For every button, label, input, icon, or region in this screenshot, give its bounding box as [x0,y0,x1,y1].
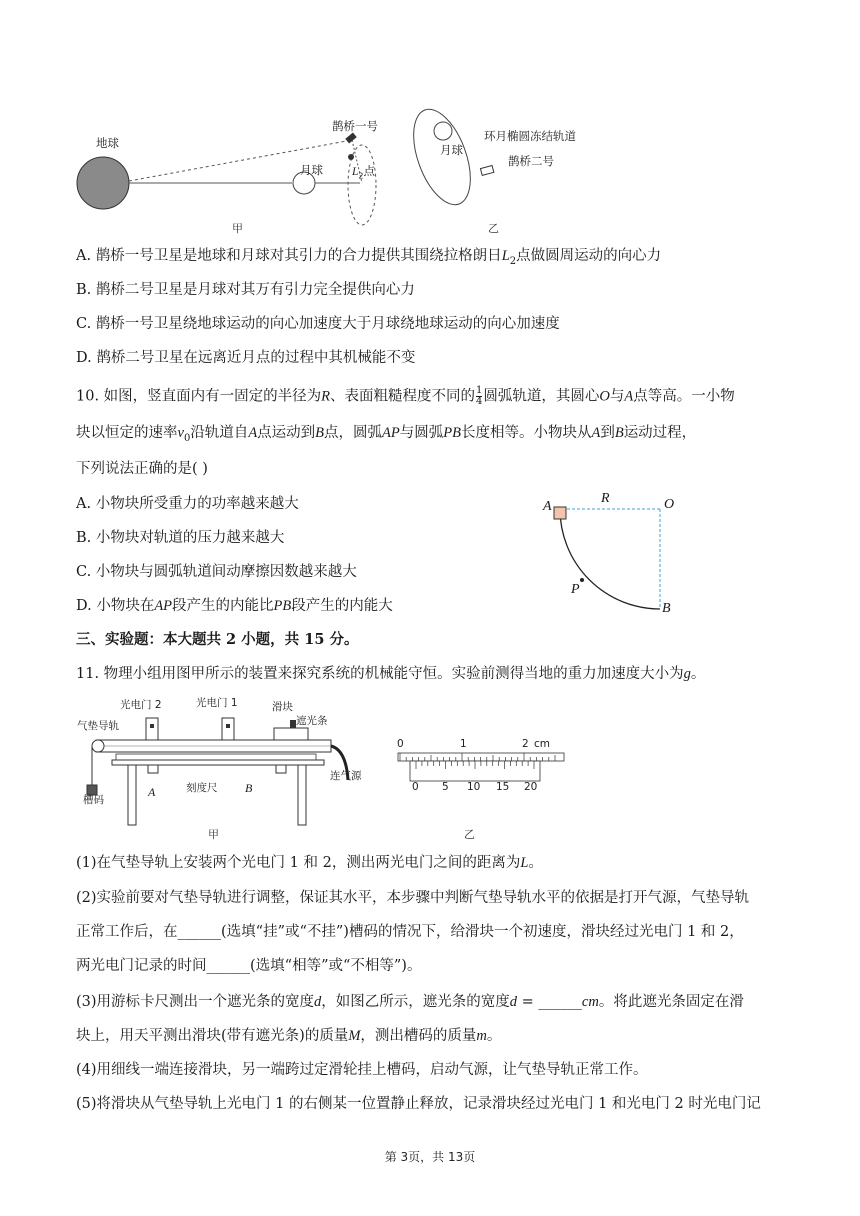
q11-step4: (4)用细线一端连接滑块，另一端跨过定滑轮挂上槽码，启动气源，让气垫导轨正常工作。 [76,1062,648,1078]
q9-option-b: B. 鹊桥二号卫星是月球对其万有引力完全提供向心力 [76,282,415,298]
q11-step2-line2: 正常工作后，在______(选填“挂”或“不挂”)槽码的情况下，给滑块一个初速度，滑块经过光电门 1 和 2， [76,924,744,940]
q11-step1: (1)在气垫导轨上安装两个光电门 1 和 2，测出两光电门之间的距离为L。 [76,855,543,871]
q9-option-c: C. 鹊桥一号卫星绕地球运动的向心加速度大于月球绕地球运动的向心加速度 [76,316,560,332]
q10-fig-label-p: P [571,582,580,597]
q11-step2-line1: (2)实验前要对气垫导轨进行调整，保证其水平，本步骤中判断气垫导轨水平的依据是打开气源，气垫导轨 [76,890,750,906]
gate2-post [146,718,158,740]
q11-fig-caption-jia: 甲 [208,828,219,841]
fig1-queqiao2-label: 鹊桥二号 [508,154,554,168]
queqiao1-satellite [345,132,357,143]
q10-line2: 块以恒定的速率$v_0$沿轨道自A点运动到B点，圆弧AP与圆弧PB长度相等。小物块从A到B运动过程， [76,425,697,444]
q10-option-b: B. 小物块对轨道的压力越来越大 [76,530,285,546]
fig1-l2-label: $L_2$点 [352,164,375,181]
pulley [92,740,104,752]
q10-fig-label-b: B [662,601,671,616]
main-scale [398,753,564,761]
table-top [112,760,324,765]
q11-fig-air: 连气源 [330,770,362,782]
vernier-tick-label-10: 10 [467,781,481,793]
q11-fig-caption-yi: 乙 [464,828,475,841]
table-leg-left [128,765,136,825]
q10-fig-label-o: O [664,497,675,512]
fig1-moon-label: 月球 [300,163,323,177]
q10-option-c: C. 小物块与圆弧轨道间动摩擦因数越来越大 [76,564,357,580]
page-footer: 第 3页，共 13页 [384,1150,476,1164]
q11-step3-line2: 块上，用天平测出滑块(带有遮光条)的质量M，测出槽码的质量m。 [76,1028,502,1044]
section-heading: 三、实验题：本大题共 2 小题，共 15 分。 [76,631,359,648]
earth-circle [77,157,129,209]
fraction-quarter: $\frac{1}{4}$ [476,385,483,407]
figure-air-track [76,690,376,840]
table-leg-right [298,765,306,825]
q11-fig-weight: 槽码 [83,794,104,806]
q9-option-d: D. 鹊桥二号卫星在远离近月点的过程中其机械能不变 [76,350,416,366]
slider-block [274,728,308,740]
vernier-tick-label-0: 0 [412,781,419,793]
block [554,507,566,519]
q11-fig-gate1: 光电门 1 [196,697,238,709]
fig1-queqiao1-label: 鹊桥一号 [332,119,378,133]
fig1-orbit-label: 环月椭圆冻结轨道 [484,129,576,143]
q11-fig-gate2: 光电门 2 [120,699,162,711]
fig1-caption-jia: 甲 [232,222,243,235]
q10-fig-label-a: A [543,499,552,514]
q10-fig-label-r: R [601,491,610,506]
q11-step3-line1: (3)用游标卡尺测出一个遮光条的宽度d，如图乙所示，遮光条的宽度d = ______cm。将此遮光条固定在滑 [76,994,744,1010]
q11-fig-label-b: B [245,781,253,795]
fig1-earth-label: 地球 [96,136,119,150]
q9-option-a: A. 鹊桥一号卫星是地球和月球对其引力的合力提供其围绕拉格朗日$L_2$点做圆周运动的向心力 [76,248,662,267]
q11-fig-label-a: A [148,785,156,799]
vernier-tick-label-5: 5 [442,781,449,793]
figure-earth-moon-satellite [70,105,510,240]
q11-fig-shade: 遮光条 [296,715,328,727]
q11-intro: 11. 物理小组用图甲所示的装置来探究系统的机械能守恒。实验前测得当地的重力加速度大小为g。 [76,666,706,682]
small-satellite-dot [348,154,354,160]
q11-fig-ruler: 刻度尺 [186,782,218,794]
q11-step5: (5)将滑块从气垫导轨上光电门 1 的右侧某一位置静止释放，记录滑块经过光电门 1 和光电门 2 时光电门记 [76,1096,761,1112]
fig1-moon2-label: 月球 [440,143,463,157]
leveling-screw-a [148,765,158,773]
main-tick-label-1: 1 [460,738,467,750]
main-unit-label: cm [534,738,551,750]
q11-fig-rail: 气垫导轨 [77,720,119,732]
q10-line1: 10. 如图，竖直面内有一固定的半径为R、表面粗糙程度不同的 $\frac{1}{4}$ 圆弧轨道，其圆心O与A点等高。一小物 [76,385,735,407]
fig1-caption-yi: 乙 [488,222,499,235]
vernier-tick-label-15: 15 [496,781,510,793]
figure-quarter-arc [540,495,680,625]
q10-option-d: D. 小物块在AP段产生的内能比PB段产生的内能大 [76,598,393,614]
q11-step2-line3: 两光电门记录的时间______(选填“相等”或“不相等”)。 [76,958,422,974]
gate1-post [222,718,234,740]
main-tick-label-0: 0 [397,738,404,750]
moon2-orbit [402,105,481,212]
queqiao2-satellite [480,166,493,176]
vernier-tick-label-20: 20 [524,781,538,793]
q10-option-a: A. 小物块所受重力的功率越来越大 [76,496,299,512]
main-tick-label-2: 2 [522,738,529,750]
point-p [580,578,584,582]
ruler [116,754,316,760]
moon2-circle [434,122,452,140]
q10-line3: 下列说法正确的是( ) [76,461,208,477]
q11-fig-slider: 滑块 [272,701,293,713]
leveling-screw-b [276,765,286,773]
